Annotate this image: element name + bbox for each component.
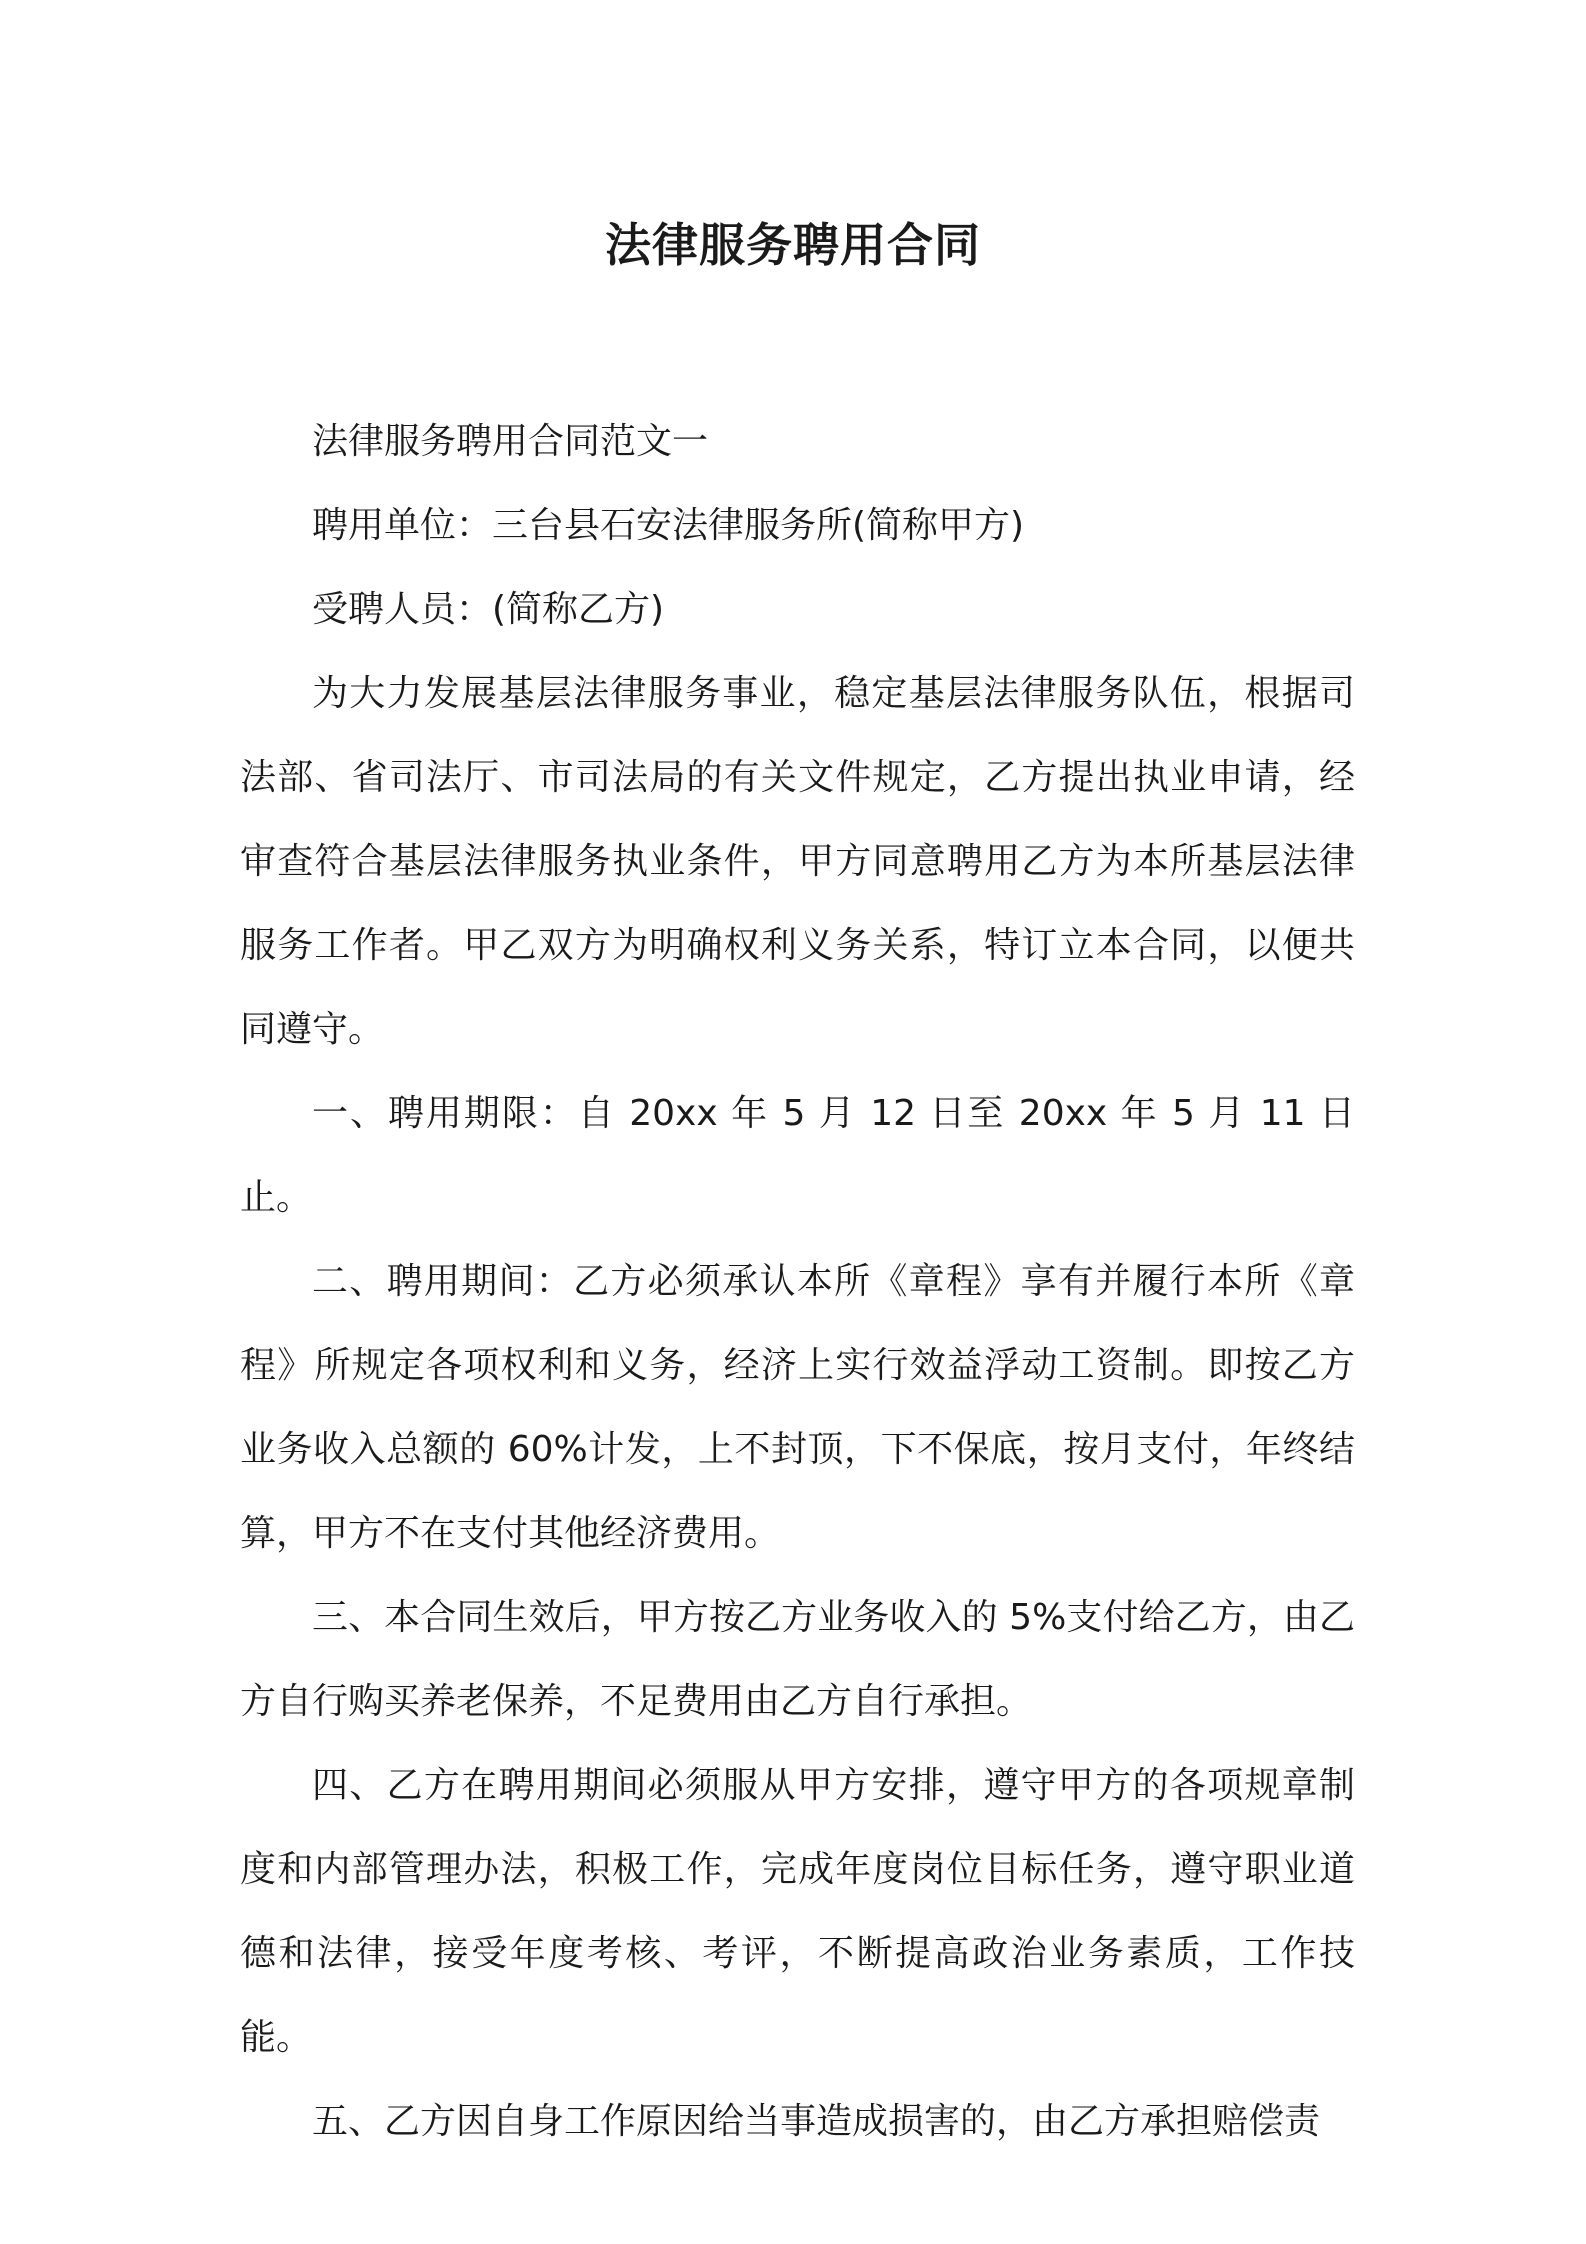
document-body: [240, 400, 1355, 2164]
paragraph-clause-4: 四、乙方在聘用期间必须服从甲方安排，遵守甲方的各项规章制度和内部管理办法，积极工作，完成年度岗位目标任务，遵守职业道德和法律，接受年度考核、考评，不断提高政治业务素质，工作技能。: [240, 1765, 1355, 2058]
paragraph-subtitle: 法律服务聘用合同范文一: [312, 421, 709, 462]
paragraph-clause-5: 五、乙方因自身工作原因给当事造成损害的，由乙方承担赔偿责: [312, 2101, 1321, 2142]
document-title: 法律服务聘用合同: [605, 218, 981, 272]
paragraph-clause-2: 二、聘用期间：乙方必须承认本所《章程》享有并履行本所《章程》所规定各项权利和义务，经济上实行效益浮动工资制。即按乙方业务收入总额的 60%计发，上不封顶，下不保底，按月支付，年终结算，甲方不在支付其他经济费用。: [240, 1261, 1355, 1554]
paragraph-employee: 受聘人员：(简称乙方): [312, 589, 665, 630]
paragraph-preamble: 为大力发展基层法律服务事业，稳定基层法律服务队伍，根据司法部、省司法厅、市司法局的有关文件规定，乙方提出执业申请，经审查符合基层法律服务执业条件，甲方同意聘用乙方为本所基层法律服务工作者。甲乙双方为明确权利义务关系，特订立本合同，以便共同遵守。: [240, 673, 1355, 1050]
paragraph-employer: 聘用单位：三台县石安法律服务所(简称甲方): [312, 505, 1025, 546]
paragraph-clause-3: 三、本合同生效后，甲方按乙方业务收入的 5%支付给乙方，由乙方自行购买养老保养，不足费用由乙方自行承担。: [240, 1597, 1355, 1722]
paragraph-clause-1: 一、聘用期限：自 20xx 年 5 月 12 日至 20xx 年 5 月 11 日止。: [240, 1093, 1355, 1218]
